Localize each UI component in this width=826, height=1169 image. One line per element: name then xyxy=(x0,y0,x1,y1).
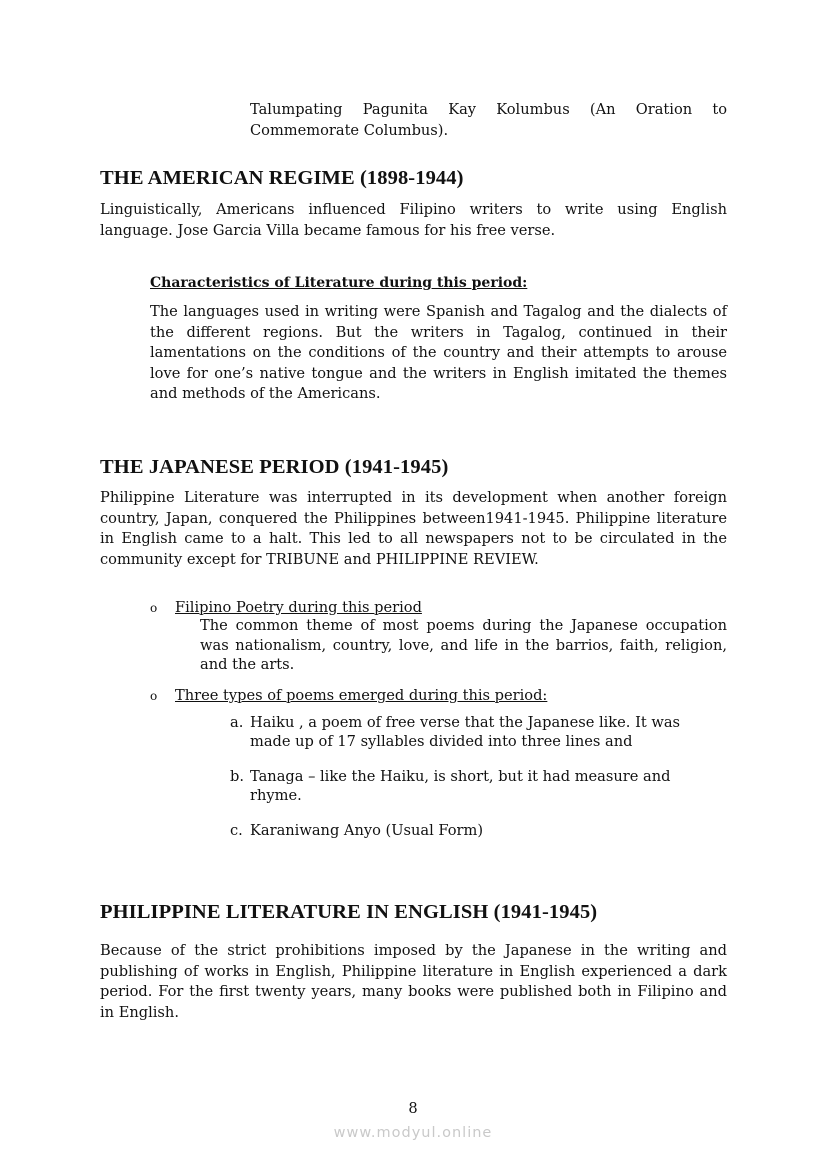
list-item xyxy=(230,822,700,841)
poetry-bullet-text: The common theme of most poems during the Japanese occupation was nationalism, country, love, and life in the barrios, faith, religion, and the arts. xyxy=(200,617,727,673)
characteristics-subheading: Characteristics of Literature during this period: xyxy=(150,275,528,291)
list-marker: a. xyxy=(230,714,244,731)
japanese-period-paragraph: Philippine Literature was interrupted in its development when another foreign country, Japan, conquered the Philippines between1941-1945. Philippine literature in English came to a halt. This led to all newspapers not to be circulated in the community except for TRIBUNE and PHILIPPINE REVIEW. xyxy=(100,489,727,568)
page-number: 8 xyxy=(408,1100,418,1117)
list-item xyxy=(230,714,700,751)
watermark: www.modyul.online xyxy=(333,1125,493,1141)
list-marker: c. xyxy=(230,822,243,839)
bullet-icon: o xyxy=(150,601,158,615)
american-regime-heading: THE AMERICAN REGIME (1898-1944) xyxy=(100,167,464,189)
japanese-period-heading: THE JAPANESE PERIOD (1941-1945) xyxy=(100,456,449,478)
poetry-bullet-label: Filipino Poetry during this period xyxy=(175,599,422,616)
poem-types-bullet xyxy=(150,686,727,706)
list-item xyxy=(230,768,700,805)
tanaga-text: Tanaga – like the Haiku, is short, but it had measure and rhyme. xyxy=(250,768,671,804)
bullet-icon: o xyxy=(150,689,158,703)
literature-in-english-heading: PHILIPPINE LITERATURE IN ENGLISH (1941-1945) xyxy=(100,901,598,923)
literature-in-english-paragraph: Because of the strict prohibitions imposed by the Japanese in the writing and publishing of works in English, Philippine literature in English experienced a dark period. For the first twenty years, many books were published both in Filipino and in English. xyxy=(100,942,727,1021)
karaniwang-anyo-text: Karaniwang Anyo (Usual Form) xyxy=(250,822,484,839)
american-regime-paragraph: Linguistically, Americans influenced Filipino writers to write using English language. Jose Garcia Villa became famous for his free verse. xyxy=(100,201,727,239)
characteristics-paragraph: The languages used in writing were Spanish and Tagalog and the dialects of the different regions. But the writers in Tagalog, continued in their lamentations on the conditions of the country and their attempts to arouse love for one’s native tongue and the writers in English imitated the themes and methods of the Americans. xyxy=(150,303,727,403)
poetry-bullet xyxy=(150,598,727,675)
poem-types-bullet-label: Three types of poems emerged during this period: xyxy=(175,687,548,704)
list-marker: b. xyxy=(230,768,244,785)
haiku-text: Haiku , a poem of free verse that the Japanese like. It was made up of 17 syllables divided into three lines and xyxy=(250,714,681,750)
oration-continuation-text: Talumpating Pagunita Kay Kolumbus (An Oration to Commemorate Columbus). xyxy=(250,101,727,139)
